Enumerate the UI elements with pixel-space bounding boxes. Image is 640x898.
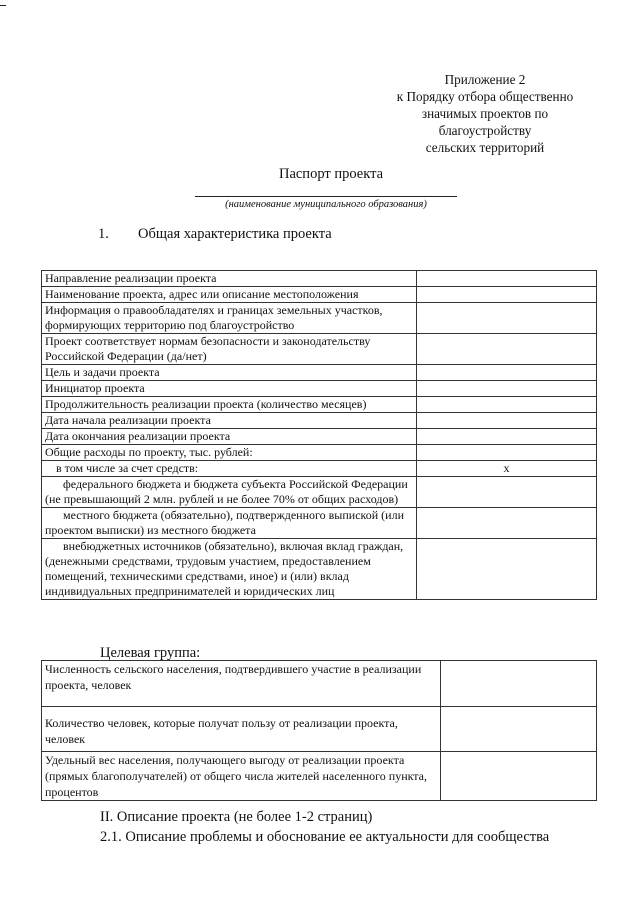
table-row (42, 303, 597, 334)
table-row (42, 287, 597, 303)
row-value: x (417, 461, 597, 477)
row-label: Дата начала реализации проекта (42, 413, 417, 429)
table-row (42, 429, 597, 445)
appendix-line: Приложение 2 (444, 72, 526, 87)
municipality-blank-line (195, 196, 457, 197)
table-row (42, 381, 597, 397)
table-row (42, 461, 597, 477)
row-value[interactable] (417, 381, 597, 397)
row-label: Инициатор проекта (42, 381, 417, 397)
row-label: Дата окончания реализации проекта (42, 429, 417, 445)
section1-heading (98, 226, 332, 243)
row-value[interactable] (417, 271, 597, 287)
row-label: Наименование проекта, адрес или описание местоположения (42, 287, 417, 303)
row-value[interactable] (417, 539, 597, 600)
project-characteristics-table (41, 270, 597, 600)
row-value[interactable] (417, 413, 597, 429)
table-row (42, 334, 597, 365)
row-value[interactable] (417, 477, 597, 508)
table-row (42, 707, 597, 752)
row-label: Количество человек, которые получат пользу от реализации проекта, человек (42, 707, 441, 752)
appendix-header (380, 71, 590, 156)
target-group-title: Целевая группа: (100, 645, 201, 661)
appendix-line: к Порядку отбора общественно (396, 89, 574, 104)
section2-subsection: 2.1. Описание проблемы и обоснование ее актуальности для сообщества (100, 829, 550, 845)
row-label: Общие расходы по проекту, тыс. рублей: (42, 445, 417, 461)
row-value[interactable] (417, 508, 597, 539)
table-row (42, 539, 597, 600)
table-row (42, 477, 597, 508)
municipality-caption: (наименование муниципального образования) (225, 199, 427, 210)
row-label: в том числе за счет средств: (42, 461, 417, 477)
row-value[interactable] (417, 397, 597, 413)
section1-number: 1. (98, 226, 109, 242)
row-value[interactable] (441, 752, 597, 801)
row-label: местного бюджета (обязательно), подтвержденного выпиской (или проектом выписки) из местного бюджета (42, 508, 417, 539)
target-group-table (41, 660, 597, 801)
row-value[interactable] (417, 429, 597, 445)
appendix-line: благоустройству (438, 123, 532, 138)
table-row (42, 413, 597, 429)
row-value[interactable] (417, 303, 597, 334)
row-value[interactable] (417, 287, 597, 303)
table-row (42, 752, 597, 801)
table-row (42, 365, 597, 381)
row-value[interactable] (441, 707, 597, 752)
table-row (42, 445, 597, 461)
passport-title: Паспорт проекта (278, 166, 384, 182)
row-label: внебюджетных источников (обязательно), включая вклад граждан, (денежными средствами, трудовым участием, предоставлением помещений, техническими средствами, иное) и (или) вклад индивидуальных предпринимателей и юридических лиц (42, 539, 417, 600)
row-label: Проект соответствует нормам безопасности и законодательству Российской Федерации (да/нет) (42, 334, 417, 365)
row-value[interactable] (417, 445, 597, 461)
table-row (42, 508, 597, 539)
table-row (42, 271, 597, 287)
row-label: Цель и задачи проекта (42, 365, 417, 381)
row-value[interactable] (417, 365, 597, 381)
row-label: Удельный вес населения, получающего выгоду от реализации проекта (прямых благополучателей) от общего числа жителей населенного пункта, процентов (42, 752, 441, 801)
section2-title: II. Описание проекта (не более 1-2 страниц) (100, 809, 373, 825)
table-row (42, 661, 597, 707)
corner-mark (0, 5, 6, 6)
row-label: федерального бюджета и бюджета субъекта Российской Федерации (не превышающий 2 млн. рублей и не более 70% от общих расходов) (42, 477, 417, 508)
appendix-line: значимых проектов по (421, 106, 549, 121)
section1-title: Общая характеристика проекта (138, 226, 332, 242)
row-value[interactable] (441, 661, 597, 707)
row-label: Направление реализации проекта (42, 271, 417, 287)
row-label: Численность сельского населения, подтвердившего участие в реализации проекта, человек (42, 661, 441, 707)
row-value[interactable] (417, 334, 597, 365)
table-row (42, 397, 597, 413)
row-label: Продолжительность реализации проекта (количество месяцев) (42, 397, 417, 413)
row-label: Информация о правообладателях и границах земельных участков, формирующих территорию под благоустройство (42, 303, 417, 334)
appendix-line: сельских территорий (425, 140, 545, 155)
